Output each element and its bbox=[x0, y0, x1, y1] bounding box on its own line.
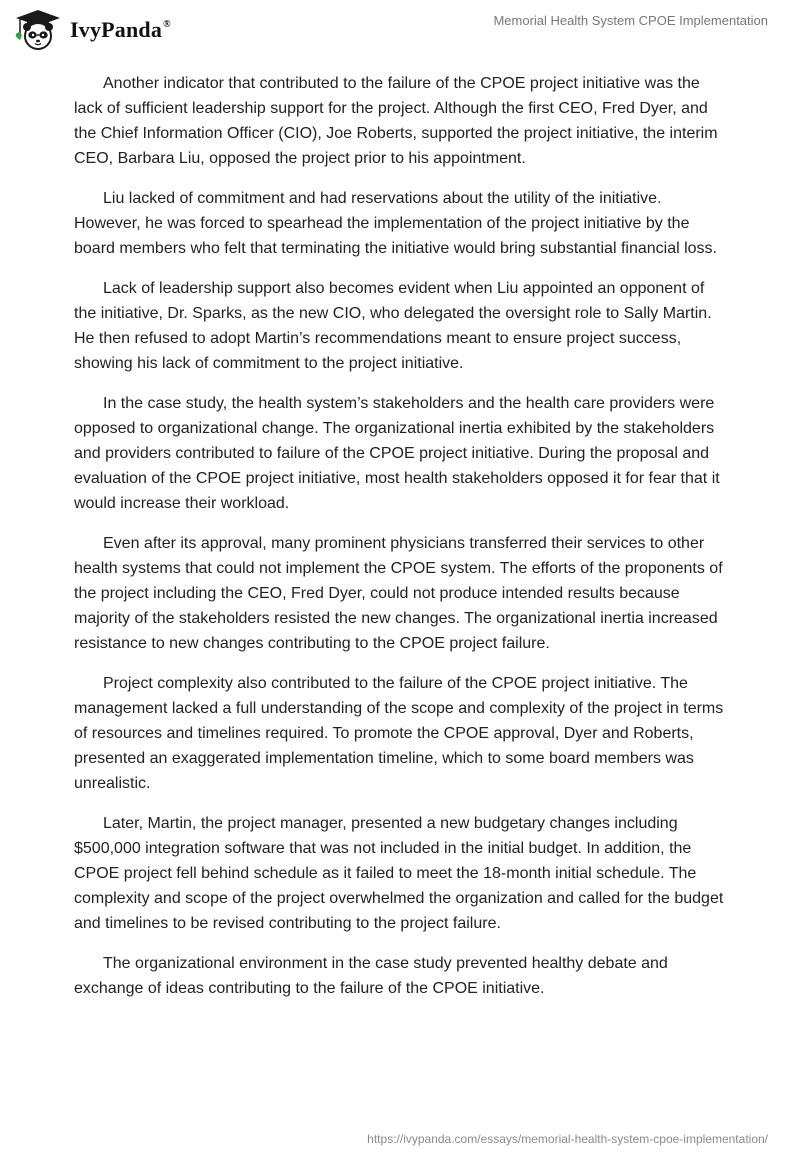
brand-name: IvyPanda® bbox=[70, 17, 171, 42]
panda-graduate-icon bbox=[14, 8, 62, 52]
paragraph: Another indicator that contributed to the failure of the CPOE project initiative was the lack of sufficient leadership support for the project. Although the first CEO, Fred Dyer, and the Chief Information Officer (CIO), Joe Roberts, supported the project initiative, the interim CEO, Barbara Liu, opposed the project prior to his appointment. bbox=[74, 75, 718, 167]
paragraph: Project complexity also contributed to the failure of the CPOE project initiative. The management lacked a full understanding of the scope and complexity of the project in terms of resources and timelines required. To promote the CPOE approval, Dyer and Roberts, presented an exaggerated implementation timeline, which to some board members was unrealistic. bbox=[74, 675, 724, 792]
page-header bbox=[0, 0, 800, 64]
paragraph: Later, Martin, the project manager, presented a new budgetary changes including $500,000 integration software that was not included in the initial budget. In addition, the CPOE project fell behind schedule as it failed to meet the 18-month initial schedule. The complexity and scope of the project overwhelmed the organization and called for the budget and timelines to be revised contributing to the project failure. bbox=[74, 815, 724, 932]
brand-logo[interactable] bbox=[14, 8, 171, 52]
document-title: Memorial Health System CPOE Implementation bbox=[493, 13, 768, 28]
essay-body bbox=[74, 71, 726, 1016]
paragraph: The organizational environment in the case study prevented healthy debate and exchange of ideas contributing to the failure of the CPOE initiative. bbox=[74, 955, 668, 997]
paragraph: In the case study, the health system’s stakeholders and the health care providers were opposed to organizational change. The organizational inertia exhibited by the stakeholders and providers contributed to failure of the CPOE project initiative. During the proposal and evaluation of the CPOE project initiative, most health stakeholders opposed it for fear that it would increase their workload. bbox=[74, 395, 720, 512]
registered-mark: ® bbox=[163, 19, 171, 30]
paragraph: Lack of leadership support also becomes evident when Liu appointed an opponent of the initiative, Dr. Sparks, as the new CIO, who delegated the oversight role to Sally Martin. He then refused to adopt Martin’s recommendations meant to ensure project success, showing his lack of commitment to the project initiative. bbox=[74, 280, 712, 372]
paragraph: Liu lacked of commitment and had reservations about the utility of the initiative. However, he was forced to spearhead the implementation of the project initiative by the board members who felt that terminating the initiative would bring substantial financial loss. bbox=[74, 190, 717, 257]
source-url[interactable]: https://ivypanda.com/essays/memorial-health-system-cpoe-implementation/ bbox=[367, 1132, 768, 1146]
paragraph: Even after its approval, many prominent physicians transferred their services to other health systems that could not implement the CPOE system. The efforts of the proponents of the project including the CEO, Fred Dyer, could not produce intended results because majority of the stakeholders resisted the new changes. The organizational inertia increased resistance to new changes contributing to the CPOE project failure. bbox=[74, 535, 723, 652]
